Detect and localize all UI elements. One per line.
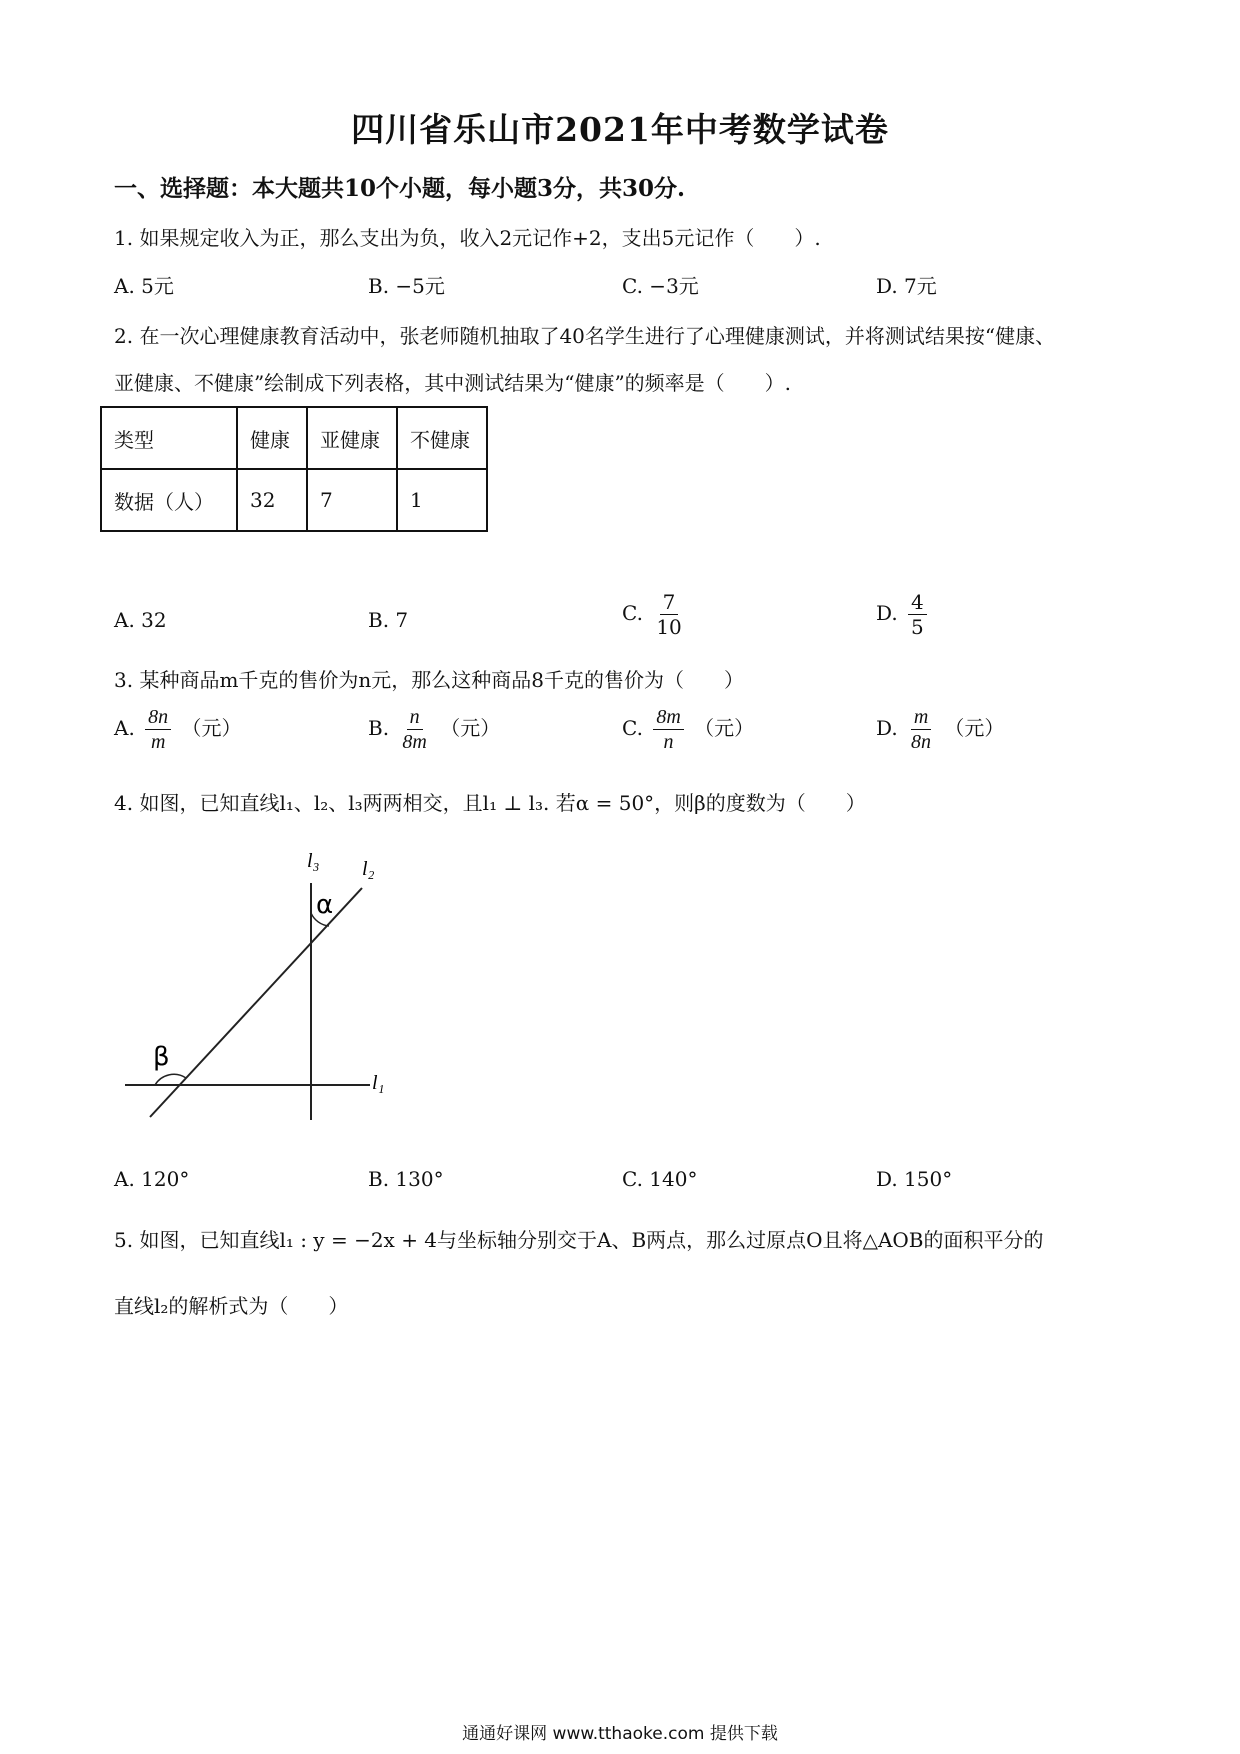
q3-option-d-unit: （元） bbox=[944, 716, 1005, 740]
table-header-cell: 不健康 bbox=[397, 407, 487, 469]
q2-option-d-label: D. bbox=[876, 601, 898, 625]
q3-option-c bbox=[622, 705, 754, 754]
q3-option-a-unit: （元） bbox=[181, 716, 242, 740]
q3-option-b-unit: （元） bbox=[440, 716, 501, 740]
fraction-numerator: n bbox=[407, 705, 423, 730]
fraction-denominator: m bbox=[150, 731, 166, 753]
footer-source: 通通好课网 www.tthaoke.com 提供下载 bbox=[462, 1724, 778, 1744]
line-l2 bbox=[150, 888, 362, 1117]
q1-option-b: B. −5元 bbox=[368, 274, 445, 298]
q3-option-d-label: D. bbox=[876, 716, 898, 740]
fraction-denominator: 10 bbox=[656, 615, 682, 639]
fraction-denominator: n bbox=[663, 731, 674, 753]
q2-option-c bbox=[622, 590, 689, 639]
question-1: 1. 如果规定收入为正，那么支出为负，收入2元记作+2，支出5元记作（ ）. bbox=[114, 226, 821, 250]
table-row bbox=[101, 469, 487, 531]
exam-title: 四川省乐山市2021年中考数学试卷 bbox=[351, 110, 889, 149]
question-2-line-1: 2. 在一次心理健康教育活动中，张老师随机抽取了40名学生进行了心理健康测试，并将测试结果按“健康、 bbox=[114, 324, 1056, 348]
q3-option-d bbox=[876, 705, 1004, 754]
question-4: 4. 如图，已知直线l₁、l₂、l₃两两相交，且l₁ ⊥ l₃. 若α = 50°，则β的度数为（ ） bbox=[114, 791, 866, 815]
q4-option-c: C. 140° bbox=[622, 1167, 698, 1191]
fraction-denominator: 5 bbox=[911, 615, 924, 639]
lines-figure bbox=[115, 845, 415, 1135]
question-5-line-1: 5. 如图，已知直线l₁ : y = −2x + 4与坐标轴分别交于A、B两点，那么过原点O且将△AOB的面积平分的 bbox=[114, 1228, 1044, 1252]
q4-option-a: A. 120° bbox=[114, 1167, 190, 1191]
fraction-numerator: 4 bbox=[908, 590, 927, 615]
q2-option-c-label: C. bbox=[622, 601, 643, 625]
alpha-label: α bbox=[316, 890, 334, 920]
section-heading: 一、选择题：本大题共10个小题，每小题3分，共30分. bbox=[114, 175, 686, 202]
fraction bbox=[908, 590, 927, 639]
table-header-cell: 健康 bbox=[237, 407, 307, 469]
fraction-numerator: 7 bbox=[660, 590, 679, 615]
q2-option-b: B. 7 bbox=[368, 608, 409, 632]
q1-option-d: D. 7元 bbox=[876, 274, 937, 298]
q3-option-b-label: B. bbox=[368, 716, 390, 740]
beta-label: β bbox=[153, 1042, 170, 1072]
fraction bbox=[145, 705, 171, 754]
q1-option-c: C. −3元 bbox=[622, 274, 699, 298]
table-header-cell: 类型 bbox=[101, 407, 237, 469]
q2-option-d bbox=[876, 590, 931, 639]
question-5-line-2: 直线l₂的解析式为（ ） bbox=[114, 1294, 349, 1318]
table-cell: 32 bbox=[237, 469, 307, 531]
l3-label: l₃ bbox=[307, 850, 320, 872]
fraction-numerator: m bbox=[911, 705, 931, 730]
fraction bbox=[908, 705, 934, 754]
table-header-row bbox=[101, 407, 487, 469]
q3-option-a-label: A. bbox=[114, 716, 135, 740]
fraction-numerator: 8n bbox=[145, 705, 171, 730]
fraction bbox=[399, 705, 429, 754]
q1-option-a: A. 5元 bbox=[114, 274, 174, 298]
q3-option-a bbox=[114, 705, 242, 754]
table-cell: 数据（人） bbox=[101, 469, 237, 531]
fraction-denominator: 8n bbox=[911, 731, 932, 753]
q4-option-b: B. 130° bbox=[368, 1167, 444, 1191]
fraction-denominator: 8m bbox=[402, 731, 427, 753]
fraction-numerator: 8m bbox=[653, 705, 683, 730]
l1-label: l₁ bbox=[372, 1072, 385, 1094]
table-cell: 7 bbox=[307, 469, 397, 531]
table-cell: 1 bbox=[397, 469, 487, 531]
l2-label: l₂ bbox=[362, 858, 375, 880]
fraction bbox=[653, 705, 683, 754]
question-2-line-2: 亚健康、不健康”绘制成下列表格，其中测试结果为“健康”的频率是（ ）. bbox=[114, 371, 792, 395]
question-3: 3. 某种商品m千克的售价为n元，那么这种商品8千克的售价为（ ） bbox=[114, 668, 745, 692]
fraction bbox=[653, 590, 684, 639]
q3-option-b bbox=[368, 705, 500, 754]
q2-option-a: A. 32 bbox=[114, 608, 167, 632]
q4-option-d: D. 150° bbox=[876, 1167, 953, 1191]
q3-option-c-unit: （元） bbox=[694, 716, 755, 740]
table-header-cell: 亚健康 bbox=[307, 407, 397, 469]
health-data-table bbox=[100, 406, 488, 532]
q3-option-c-label: C. bbox=[622, 716, 643, 740]
